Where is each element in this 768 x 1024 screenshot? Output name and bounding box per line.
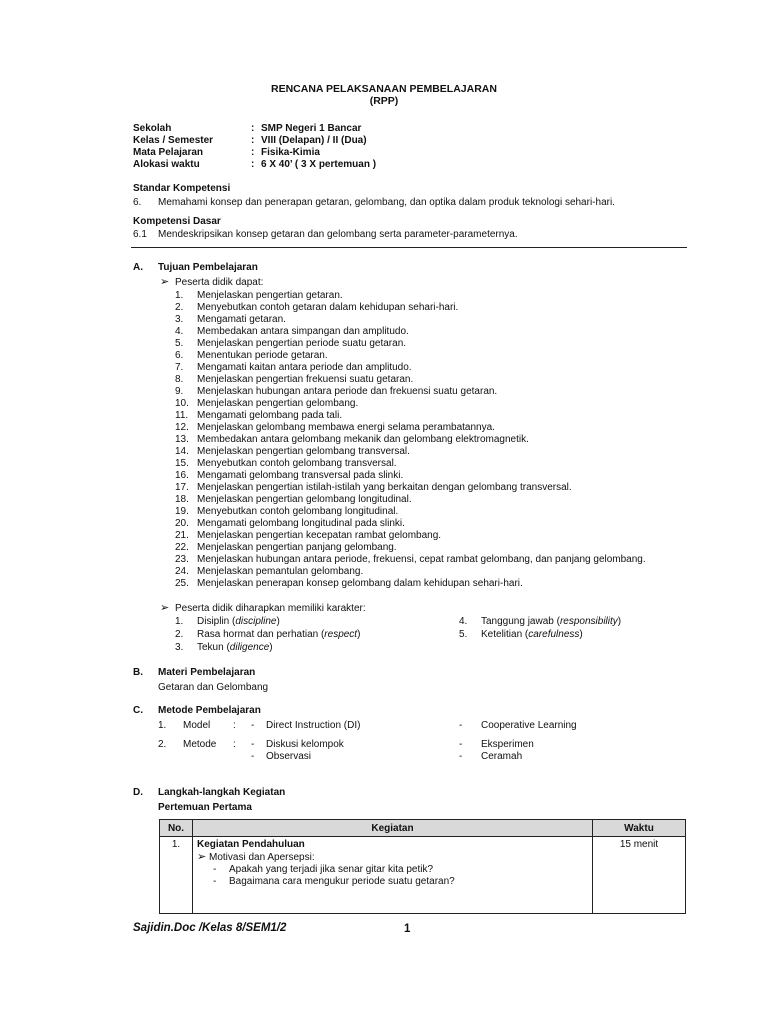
metode-row-dash: - (459, 751, 463, 762)
list-item-text: Menjelaskan pengertian gelombang. (197, 398, 359, 409)
identity-value: SMP Negeri 1 Bancar (261, 123, 362, 134)
list-item-text: Menjelaskan pengertian panjang gelombang. (197, 542, 397, 553)
sub-dash: - (213, 864, 217, 875)
section-c-letter: C. (133, 705, 143, 716)
identity-sep: : (251, 147, 255, 158)
metode-row-b: Eksperimen (481, 739, 534, 750)
list-item-number: 23. (175, 554, 189, 565)
list-item-number: 14. (175, 446, 189, 457)
karakter-english: responsibility (559, 616, 618, 627)
kegiatan-sub (197, 864, 588, 876)
list-item-text: Menyebutkan contoh gelombang longitudinal. (197, 506, 399, 517)
list-item-text: Menyebutkan contoh gelombang transversal. (197, 458, 397, 469)
list-item-text: Menjelaskan pengertian istilah-istilah yang berkaitan dengan gelombang transversal. (197, 482, 572, 493)
list-item-text: Mengamati gelombang transversal pada slinki. (197, 470, 404, 481)
identity-sep: : (251, 123, 255, 134)
karakter-close: ) (617, 616, 622, 627)
list-item-number: 22. (175, 542, 189, 553)
kegiatan-sub (197, 876, 588, 888)
karakter-close: ) (276, 616, 280, 627)
list-item-text: Menjelaskan pengertian frekuensi suatu getaran. (197, 374, 414, 385)
list-item-text: Menjelaskan pengertian getaran. (197, 290, 343, 301)
list-item-number: 16. (175, 470, 189, 481)
list-item-number: 8. (175, 374, 184, 385)
identity-label: Sekolah (133, 123, 172, 134)
karakter-text: Tekun ( (197, 642, 230, 653)
karakter-item (481, 616, 621, 628)
identity-label: Alokasi waktu (133, 159, 200, 170)
metode-row-b: Ceramah (481, 751, 523, 762)
karakter-text: Tanggung jawab ( (481, 616, 560, 627)
list-item-number: 19. (175, 506, 189, 517)
karakter-item (197, 642, 273, 654)
metode-row-colon: : (233, 739, 236, 750)
list-item-text: Membedakan antara gelombang mekanik dan gelombang elektromagnetik. (197, 434, 529, 445)
karakter-intro: Peserta didik diharapkan memiliki karakter: (175, 603, 366, 614)
list-item-text: Menyebutkan contoh getaran dalam kehidupan sehari-hari. (197, 302, 459, 313)
list-item-number: 9. (175, 386, 184, 397)
divider (131, 247, 687, 248)
identity-value: Fisika-Kimia (261, 147, 320, 158)
list-item-number: 6. (175, 350, 184, 361)
karakter-english: discipline (235, 616, 277, 627)
document-title: RENCANA PELAKSANAAN PEMBELAJARAN (271, 83, 497, 95)
karakter-item (481, 629, 583, 641)
section-d-heading: Langkah-langkah Kegiatan (158, 787, 286, 798)
list-item-text: Menjelaskan pengertian kecepatan rambat gelombang. (197, 530, 442, 541)
column-header-waktu: Waktu (593, 820, 686, 837)
list-item-number: 20. (175, 518, 189, 529)
list-item-number: 12. (175, 422, 189, 433)
metode-row-dash: - (251, 720, 255, 731)
standar-text: Memahami konsep dan penerapan getaran, gelombang, dan optika dalam produk teknologi sehari-hari. (158, 197, 615, 208)
section-c-heading: Metode Pembelajaran (158, 705, 261, 716)
list-item-text: Menjelaskan pengertian gelombang longitudinal. (197, 494, 412, 505)
metode-row-dash: - (251, 739, 255, 750)
list-item-number: 21. (175, 530, 189, 541)
list-item-text: Menjelaskan penerapan konsep gelombang dalam kehidupan sehari-hari. (197, 578, 523, 589)
karakter-number: 3. (175, 642, 184, 653)
list-item-number: 17. (175, 482, 189, 493)
karakter-number: 5. (459, 629, 468, 640)
list-item-text: Menjelaskan pengertian periode suatu getaran. (197, 338, 407, 349)
list-item-text: Menjelaskan pengertian gelombang transversal. (197, 446, 410, 457)
karakter-close: ) (357, 629, 361, 640)
kegiatan-title: Kegiatan Pendahuluan (197, 839, 305, 850)
table-row (160, 837, 686, 914)
list-item-number: 25. (175, 578, 189, 589)
list-item-text: Mengamati gelombang longitudinal pada slinki. (197, 518, 405, 529)
list-item-number: 2. (175, 302, 184, 313)
section-a-heading: Tujuan Pembelajaran (158, 262, 258, 273)
list-item-number: 11. (175, 410, 189, 421)
identity-sep: : (251, 135, 255, 146)
kompetensi-number: 6.1 (133, 229, 147, 240)
list-item-number: 24. (175, 566, 189, 577)
metode-row-label: Metode (183, 739, 217, 750)
karakter-close: ) (579, 629, 583, 640)
identity-label: Mata Pelajaran (133, 147, 204, 158)
list-item-number: 1. (175, 290, 184, 301)
list-item-number: 18. (175, 494, 189, 505)
karakter-number: 2. (175, 629, 184, 640)
footer-doc-name: Sajidin.Doc /Kelas 8/SEM1/2 (133, 922, 287, 934)
arrow-bullet-icon: ➢ (160, 602, 170, 614)
column-header-no: No. (160, 820, 193, 837)
arrow-bullet-icon: ➢ (197, 851, 207, 863)
karakter-item (197, 616, 280, 628)
list-item-number: 4. (175, 326, 184, 337)
metode-row-b: Cooperative Learning (481, 720, 577, 731)
identity-sep: : (251, 159, 255, 170)
list-item-number: 15. (175, 458, 189, 469)
pertemuan-heading: Pertemuan Pertama (158, 802, 252, 813)
kompetensi-heading: Kompetensi Dasar (133, 216, 221, 227)
list-item-text: Menentukan periode getaran. (197, 350, 328, 361)
standar-number: 6. (133, 197, 142, 208)
list-item-number: 10. (175, 398, 189, 409)
karakter-text: Disiplin ( (197, 616, 236, 627)
karakter-number: 1. (175, 616, 184, 627)
kompetensi-text: Mendeskripsikan konsep getaran dan gelombang serta parameter-parameternya. (158, 229, 518, 240)
list-item-text: Mengamati getaran. (197, 314, 286, 325)
metode-row-a: Direct Instruction (DI) (266, 720, 361, 731)
metode-row-a: Diskusi kelompok (266, 739, 344, 750)
sub-text: Apakah yang terjadi jika senar gitar kita petik? (229, 864, 434, 875)
karakter-english: respect (324, 629, 358, 640)
metode-row-colon: : (233, 720, 236, 731)
list-item-text: Menjelaskan hubungan antara periode, frekuensi, cepat rambat gelombang, dan panjang gelombang. (197, 554, 646, 565)
column-header-kegiatan: Kegiatan (193, 820, 593, 837)
identity-label: Kelas / Semester (133, 135, 214, 146)
karakter-english: carefulness (528, 629, 580, 640)
standar-heading: Standar Kompetensi (133, 183, 231, 194)
karakter-item (197, 629, 360, 641)
metode-row-number: 2. (158, 739, 167, 750)
sub-dash: - (213, 876, 217, 887)
list-item-number: 7. (175, 362, 184, 373)
kegiatan-point (197, 851, 588, 864)
list-item-text: Mengamati gelombang pada tali. (197, 410, 343, 421)
section-d-letter: D. (133, 787, 143, 798)
identity-value: 6 X 40’ ( 3 X pertemuan ) (261, 159, 377, 170)
list-item-number: 3. (175, 314, 184, 325)
arrow-bullet-icon: ➢ (160, 276, 170, 288)
karakter-number: 4. (459, 616, 468, 627)
metode-row-dash: - (459, 739, 463, 750)
section-b-heading: Materi Pembelajaran (158, 667, 256, 678)
cell-kegiatan (193, 837, 593, 914)
list-item-text: Mengamati kaitan antara periode dan amplitudo. (197, 362, 412, 373)
section-a-letter: A. (133, 262, 143, 273)
kegiatan-table (159, 819, 686, 914)
cell-no: 1. (160, 837, 193, 914)
tujuan-intro: Peserta didik dapat: (175, 277, 264, 288)
metode-row-label: Model (183, 720, 211, 731)
metode-row-dash: - (459, 720, 463, 731)
identity-value: VIII (Delapan) / II (Dua) (261, 135, 367, 146)
metode-row-a: Observasi (266, 751, 312, 762)
document-subtitle: (RPP) (369, 95, 399, 107)
karakter-close: ) (269, 642, 273, 653)
kegiatan-point-text: Motivasi dan Apersepsi: (209, 852, 315, 863)
cell-waktu: 15 menit (593, 837, 686, 914)
list-item-text: Menjelaskan pemantulan gelombang. (197, 566, 364, 577)
list-item-text: Menjelaskan gelombang membawa energi selama perambatannya. (197, 422, 495, 433)
karakter-text: Ketelitian ( (481, 629, 529, 640)
karakter-english: diligence (229, 642, 270, 653)
page-number: 1 (404, 923, 411, 935)
section-b-letter: B. (133, 667, 143, 678)
list-item-number: 5. (175, 338, 184, 349)
metode-row-dash: - (251, 751, 255, 762)
list-item-number: 13. (175, 434, 189, 445)
karakter-text: Rasa hormat dan perhatian ( (197, 629, 325, 640)
list-item-text: Menjelaskan hubungan antara periode dan frekuensi suatu getaran. (197, 386, 498, 397)
sub-text: Bagaimana cara mengukur periode suatu getaran? (229, 876, 455, 887)
list-item-text: Membedakan antara simpangan dan amplitudo. (197, 326, 409, 337)
materi-text: Getaran dan Gelombang (158, 682, 269, 693)
metode-row-number: 1. (158, 720, 167, 731)
table-header-row (160, 820, 686, 837)
